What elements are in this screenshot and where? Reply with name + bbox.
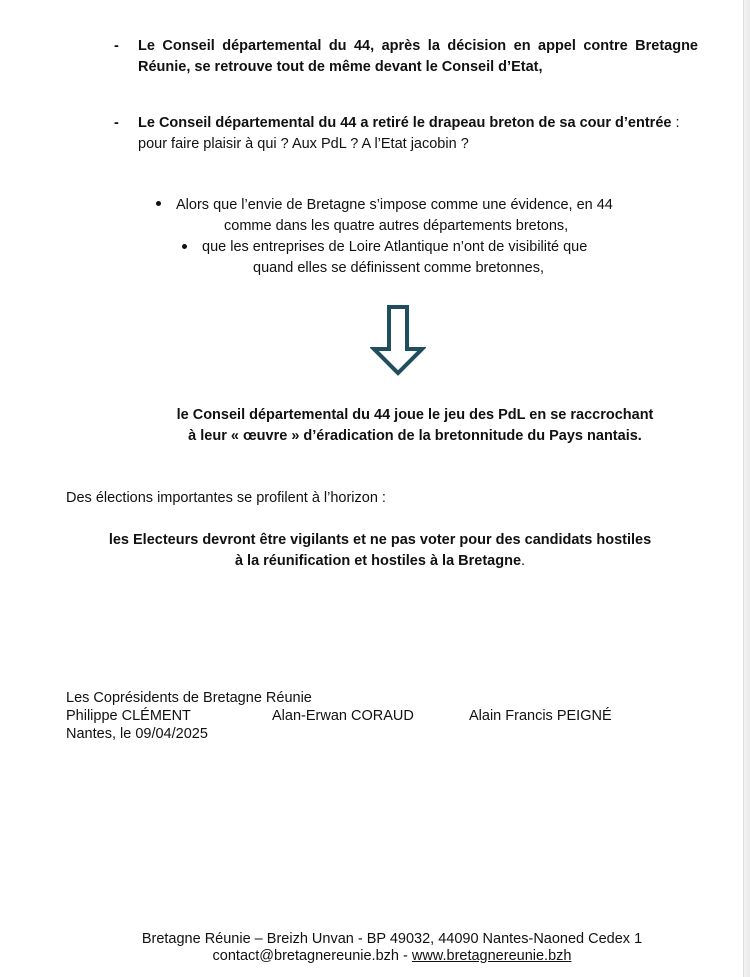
elections-warning-line1: les Electeurs devront être vigilants et ne pas voter pour des candidats hostiles bbox=[108, 532, 652, 548]
elections-intro: Des élections importantes se profilent à l’horizon : bbox=[66, 490, 386, 506]
bullet-envie-line2: comme dans les quatre autres départements bretons, bbox=[224, 218, 569, 234]
footer-separator: - bbox=[398, 948, 412, 964]
bullet-dot bbox=[182, 244, 187, 249]
item-drapeau-bold: Le Conseil départemental du 44 a retiré le drapeau breton de sa cour d’entrée bbox=[138, 115, 672, 131]
page-edge bbox=[743, 0, 750, 977]
elections-warning-line2 bbox=[80, 551, 680, 572]
down-arrow-icon bbox=[370, 305, 426, 377]
signature-title: Les Coprésidents de Bretagne Réunie bbox=[66, 690, 312, 706]
item-conseil-etat: Le Conseil départemental du 44, après la décision en appel contre Bretagne Réunie, se retrouve tout de même devant le Conseil d’Etat, bbox=[138, 38, 698, 75]
bullet-envie-line1: Alors que l’envie de Bretagne s’impose comme une évidence, en 44 bbox=[176, 197, 613, 213]
footer-website-link[interactable]: www.bretagnereunie.bzh bbox=[411, 948, 572, 964]
conclusion-line1: le Conseil départemental du 44 joue le jeu des PdL en se raccrochant bbox=[176, 407, 654, 423]
elections-warning-line2-bold: à la réunification et hostiles à la Bretagne bbox=[234, 553, 522, 569]
item-drapeau-question: pour faire plaisir à qui ? Aux PdL ? A l’Etat jacobin ? bbox=[138, 136, 469, 152]
item-dash: - bbox=[114, 115, 119, 131]
bullet-entreprises-line1: que les entreprises de Loire Atlantique n’ont de visibilité que bbox=[202, 239, 588, 255]
item-dash: - bbox=[114, 38, 119, 54]
footer-email[interactable]: contact@bretagnereunie.bzh bbox=[212, 948, 399, 964]
signature-name-3: Alain Francis PEIGNÉ bbox=[469, 708, 612, 724]
bullet-entreprises-line2: quand elles se définissent comme bretonnes, bbox=[253, 260, 544, 276]
bullet-dot bbox=[156, 201, 161, 206]
conclusion-line2: à leur « œuvre » d’éradication de la bretonnitude du Pays nantais. bbox=[188, 428, 642, 444]
footer-address: Bretagne Réunie – Breizh Unvan - BP 49032, 44090 Nantes-Naoned Cedex 1 bbox=[141, 931, 643, 947]
signature-name-1: Philippe CLÉMENT bbox=[66, 708, 191, 724]
signature-name-2: Alan-Erwan CORAUD bbox=[272, 708, 414, 724]
footer-contact bbox=[100, 946, 684, 967]
item-drapeau-tail: : bbox=[671, 115, 680, 131]
signature-place-date: Nantes, le 09/04/2025 bbox=[66, 726, 208, 742]
elections-warning-period: . bbox=[521, 553, 526, 569]
item-drapeau bbox=[138, 113, 713, 134]
